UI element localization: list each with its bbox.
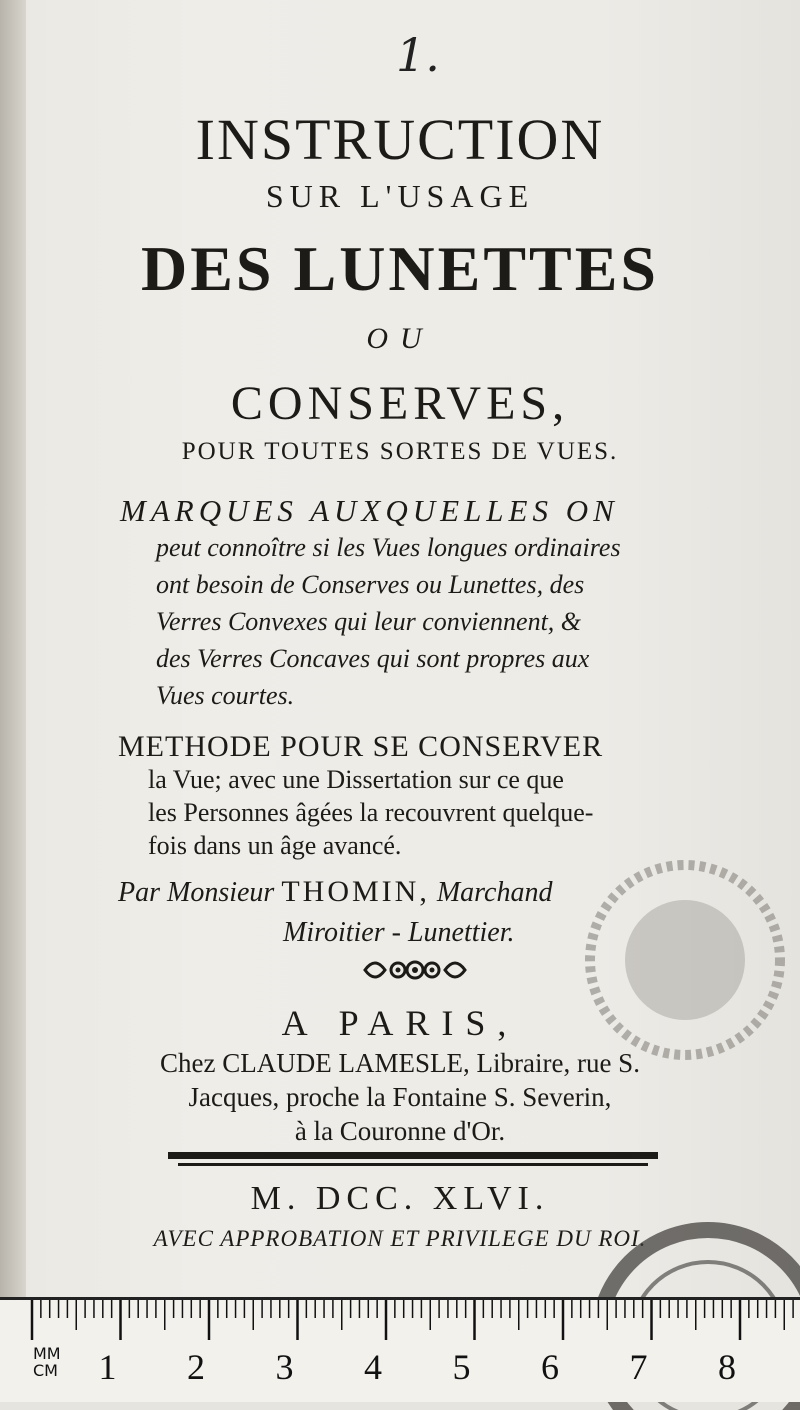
double-rule: [168, 1150, 658, 1172]
imprint-line: à la Couronne d'Or.: [294, 1116, 506, 1146]
paragraph-line: Vues courtes.: [156, 681, 295, 710]
paragraph-lead: METHODE POUR SE CONSERVER: [118, 730, 604, 763]
ruler-number: 4: [364, 1347, 382, 1387]
privilege-line: AVEC APPROBATION ET PRIVILEGE DU ROI.: [153, 1226, 647, 1251]
title-line-3: DES LUNETTES: [141, 233, 659, 304]
ruler-number: 7: [629, 1347, 648, 1387]
publication-date: M. DCC. XLVI.: [250, 1180, 550, 1217]
paragraph-lead: MARQUES AUXQUELLES ON: [120, 493, 619, 528]
ruler-unit-label: [33, 1345, 61, 1379]
measuring-ruler: [0, 1297, 800, 1402]
title-line-4: OU: [366, 322, 434, 355]
ruler-number: 1: [98, 1347, 117, 1387]
paragraph-line: ont besoin de Conserves ou Lunettes, des: [156, 570, 585, 599]
ruler-number: 2: [187, 1347, 205, 1387]
description-paragraph: [120, 492, 720, 714]
paragraph-line: des Verres Concaves qui sont propres aux: [156, 644, 590, 673]
imprint-line: Chez CLAUDE LAMESLE, Libraire, rue S.: [160, 1048, 640, 1078]
ruler-number: 6: [541, 1347, 559, 1387]
title-line-1: INSTRUCTION: [195, 107, 605, 172]
printer-ornament-icon: [360, 950, 470, 990]
library-stamp-icon: [575, 850, 795, 1070]
title-line-6: POUR TOUTES SORTES DE VUES.: [181, 438, 619, 465]
ruler-unit-mm: MM: [33, 1344, 61, 1363]
method-paragraph: [118, 730, 728, 862]
imprint-line: Jacques, proche la Fontaine S. Severin,: [188, 1082, 612, 1112]
ruler-unit-cm: CM: [33, 1361, 58, 1380]
imprint-place: A PARIS,: [281, 1003, 519, 1043]
author-role: Marchand: [436, 877, 553, 908]
paragraph-line: fois dans un âge avancé.: [148, 831, 402, 860]
author-role-line: Miroitier - Lunettier.: [283, 917, 515, 948]
ruler-number: 8: [718, 1347, 736, 1387]
author-prefix: Par Monsieur: [118, 877, 275, 908]
paragraph-line: les Personnes âgées la recouvrent quelque-: [148, 798, 594, 827]
paragraph-line: Verres Convexes qui leur conviennent, &: [156, 607, 582, 636]
author-name: THOMIN,: [281, 875, 430, 908]
ruler-ticks: [0, 1300, 800, 1402]
title-line-2: SUR L'USAGE: [265, 178, 535, 214]
paragraph-line: la Vue; avec une Dissertation sur ce que: [148, 765, 564, 794]
ruler-number: 5: [452, 1347, 471, 1387]
folio-number: 1.: [396, 28, 440, 82]
ruler-number: 3: [275, 1347, 294, 1387]
title-line-5: CONSERVES,: [230, 377, 570, 430]
paragraph-line: peut connoître si les Vues longues ordinaires: [156, 533, 621, 562]
